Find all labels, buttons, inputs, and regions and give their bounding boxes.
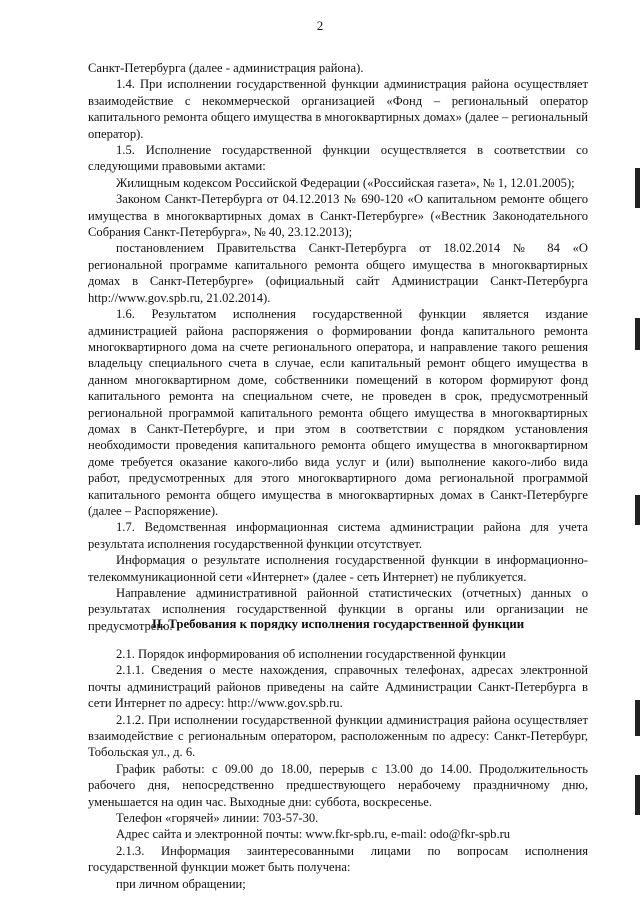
- paragraph: 2.1.2. При исполнении государственной функции администрация района осуществляет взаимодействие с региональным оператором, расположенным по адресу: Санкт-Петербург, Тобольская ул., д. 6.: [88, 712, 588, 760]
- paragraph: Телефон «горячей» линии: 703-57-30.: [116, 811, 319, 826]
- scan-edge-mark: [635, 700, 640, 736]
- body-text-block-1: [88, 60, 588, 634]
- scan-edge-mark: [635, 775, 640, 815]
- paragraph: График работы: с 09.00 до 18.00, перерыв с 13.00 до 14.00. Продолжительность рабочего дня, непосредственно предшествующего нерабочему праздничному дню, уменьшается на один час. Выходные дни: суббота, воскресенье.: [88, 761, 588, 809]
- page-number: 2: [316, 18, 324, 33]
- paragraph: Адрес сайта и электронной почты: www.fkr-spb.ru, e-mail: odo@fkr-spb.ru: [116, 827, 511, 842]
- body-text-block-2: [88, 646, 588, 892]
- paragraph: 1.7. Ведомственная информационная система администрации района для учета результата исполнения государственной функции отсутствует.: [88, 520, 588, 551]
- scan-edge-mark: [635, 318, 640, 350]
- paragraph: 2.1.3. Информация заинтересованными лицами по вопросам исполнения государственной функции может быть получена:: [88, 843, 588, 875]
- paragraph: Санкт-Петербурга (далее - администрация района).: [88, 61, 364, 75]
- paragraph: Информация о результате исполнения государственной функции в информационно-телекоммуникационной сети «Интернет» (далее - сеть Интернет) не публикуется.: [88, 553, 588, 584]
- paragraph: при личном обращении;: [116, 876, 246, 891]
- paragraph: Жилищным кодексом Российской Федерации («Российская газета», № 1, 12.01.2005);: [116, 175, 575, 190]
- paragraph: 1.4. При исполнении государственной функции администрация района осуществляет взаимодействие с некоммерческой организацией «Фонд – региональный оператор капитального ремонта общего имущества в многоквартирных домах» (далее – региональный оператор).: [88, 77, 588, 141]
- paragraph: Направление административной районной статистических (отчетных) данных о результатах исполнения государственной функции в органы или организации не предусмотрено.: [88, 586, 588, 633]
- paragraph: постановлением Правительства Санкт-Петербурга от 18.02.2014 № 84 «О региональной программе капитального ремонта общего имущества в многоквартирных домах в Санкт-Петербурге» (официальный сайт Администрации Санкт-Петербурга http://www.gov.spb.ru, 21.02.2014).: [88, 241, 588, 305]
- paragraph: 1.6. Результатом исполнения государственной функции является издание администрацией района распоряжения о формировании фонда капитального ремонта многоквартирного дома на счете регионального оператора, и направление такого решения владельцу специального счета в случае, если капитальный ремонт общего имущества в данном многоквартирном доме, собственники помещений в котором формируют фонд капитального ремонта на специальном счете, не проведен в срок, предусмотренный региональной программой капитального ремонта общего имущества в многоквартирных домах в Санкт-Петербурге, и при этом в соответствии с порядком установления необходимости проведения капитального ремонта общего имущества в многоквартирном доме требуется оказание какого-либо вида услуг и (или) выполнение какого-либо вида работ, предусмотренных для этого многоквартирного дома региональной программой капитального ремонта общего имущества в многоквартирных домах в Санкт-Петербурге (далее – Распоряжение).: [88, 307, 588, 518]
- scan-edge-mark: [635, 168, 640, 208]
- section-heading: II. Требования к порядку исполнения государственной функции: [151, 617, 525, 631]
- paragraph: 1.5. Исполнение государственной функции осуществляется в соответствии со следующими правовыми актами:: [88, 143, 588, 174]
- paragraph: 2.1. Порядок информирования об исполнении государственной функции: [116, 647, 506, 661]
- scan-edge-mark: [635, 495, 640, 525]
- paragraph: Законом Санкт-Петербурга от 04.12.2013 № 690-120 «О капитальном ремонте общего имущества в многоквартирных домах в Санкт-Петербурге» («Вестник Законодательного Собрания Санкт-Петербурга», № 40, 23.12.2013);: [88, 192, 588, 240]
- paragraph: 2.1.1. Сведения о месте нахождения, справочных телефонах, адресах электронной почты администраций районов приведены на сайте Администрации Санкт-Петербурга в сети Интернет по адресу: http://www.gov.spb.ru.: [88, 663, 588, 711]
